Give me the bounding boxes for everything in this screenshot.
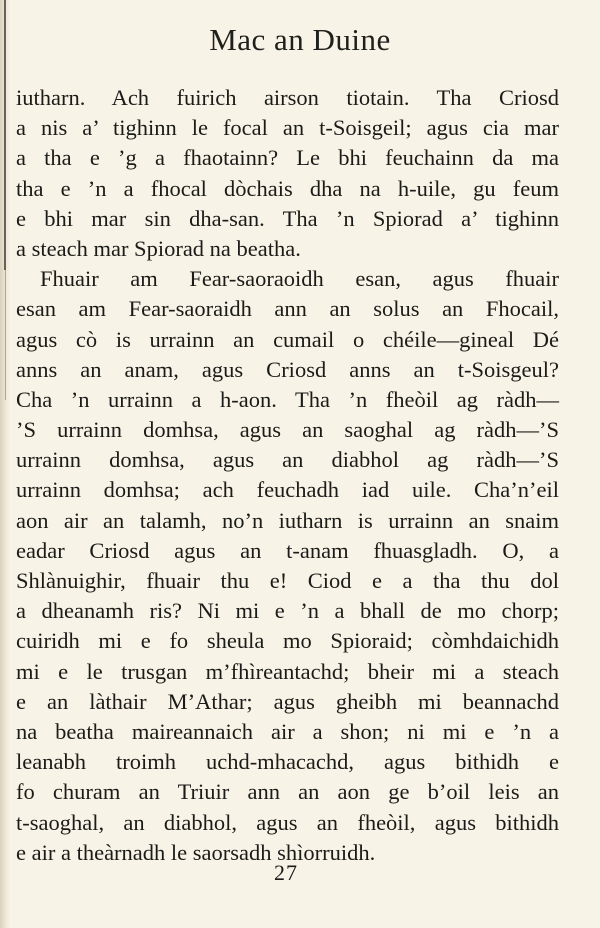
text-line: urrainn domhsa; ach feuchadh iad uile. Cha’n’eil — [16, 477, 559, 503]
text-line: Cha ’n urrainn a h-aon. Tha ’n fheòil ag ràdh— — [16, 386, 559, 412]
running-head: Mac an Duine — [209, 22, 391, 57]
text-line: ’S urrainn domhsa, agus an saoghal ag ràdh—’S — [16, 417, 559, 443]
text-line: esan am Fear-saoraidh ann an solus an Fhocail, — [16, 296, 559, 322]
page-number: 27 — [274, 860, 298, 885]
text-line: na beatha maireannaich air a shon; ni mi e ’n a — [16, 718, 559, 744]
text-line: tha e ’n a fhocal dòchais dha na h-uile, gu feum — [16, 175, 559, 201]
text-line: a dheanamh ris? Ni mi e ’n a bhall de mo chorp; — [16, 598, 559, 624]
text-line: mi e le trusgan m’fhìreantachd; bheir mi a steach — [16, 658, 559, 684]
text-line: iutharn. Ach fuirich airson tiotain. Tha Criosd — [16, 85, 559, 110]
text-line: t-saoghal, an diabhol, agus an fheòil, agus bithidh — [16, 809, 559, 835]
text-line: a steach mar Spiorad na beatha. — [16, 235, 301, 261]
text-line: Fhuair am Fear-saoraoidh esan, agus fhuair — [40, 266, 559, 292]
text-line: eadar Criosd agus an t-anam fhuasgladh. O, a — [16, 537, 559, 563]
body-text — [16, 83, 559, 868]
text-line: anns an anam, agus Criosd anns an t-Soisgeul? — [16, 356, 559, 382]
text-line: urrainn domhsa, agus an diabhol ag ràdh—’S — [16, 447, 559, 473]
text-line: a tha e ’g a fhaotainn? Le bhi feuchainn da ma — [16, 145, 559, 171]
text-line: e an làthair M’Athar; agus gheibh mi beannachd — [16, 688, 559, 714]
page-edge-mark-lower — [5, 270, 6, 400]
text-line: fo churam an Triuir ann an aon ge b’oil leis an — [16, 779, 559, 805]
text-line: Shlànuighir, fhuair thu e! Ciod e a tha thu dol — [16, 568, 559, 593]
text-line: a nis a’ tighinn le focal an t-Soisgeil; agus cia mar — [16, 115, 559, 141]
text-line: aon air an talamh, no’n iutharn is urrainn an snaim — [16, 507, 559, 533]
text-line: cuiridh mi e fo sheula mo Spioraid; còmhdaichidh — [16, 628, 559, 654]
text-line: leanabh troimh uchd-mhacachd, agus bithidh e — [16, 749, 559, 775]
text-line: agus cò is urrainn an cumail o chéile—gineal Dé — [16, 326, 559, 352]
text-line: e air a theàrnadh le saorsadh shìorruidh. — [16, 839, 376, 865]
text-line: e bhi mar sin dha-san. Tha ’n Spiorad a’ tighinn — [16, 205, 559, 231]
